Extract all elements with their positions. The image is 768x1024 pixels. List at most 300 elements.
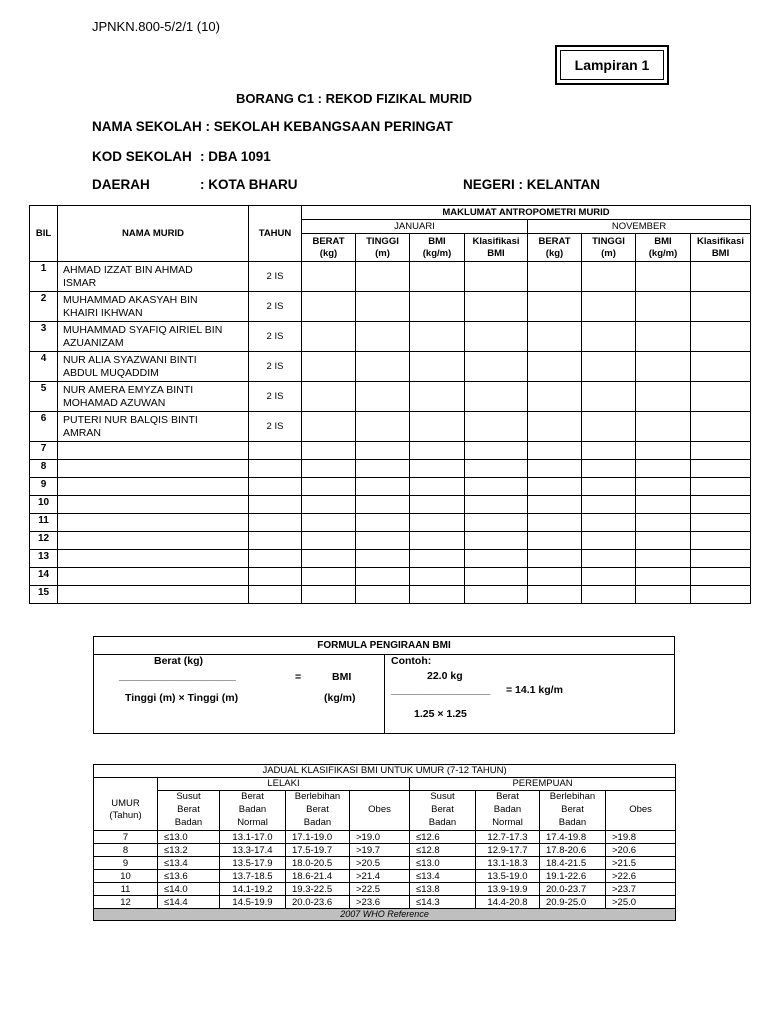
nov-sub-header-2 [636, 234, 691, 262]
row-number: 11 [30, 514, 58, 532]
nov-sub-header-1 [582, 234, 636, 262]
col-header-line: Badan [558, 817, 587, 828]
sub-header-line1: BERAT [538, 235, 571, 247]
empty-cell [582, 568, 636, 586]
sub-header-line1: Klasifikasi [697, 235, 745, 247]
sub-header-line1: BMI [428, 235, 446, 247]
empty-cell [582, 532, 636, 550]
measurement-cell [691, 412, 751, 442]
student-name-line2: AZUANIZAM [63, 336, 124, 349]
measurement-cell [582, 322, 636, 352]
formula-bmi: BMI [332, 671, 352, 683]
empty-cell [528, 442, 582, 460]
empty-cell [582, 460, 636, 478]
empty-cell [249, 586, 302, 604]
measurement-cell [528, 292, 582, 322]
lelaki-col-header-2 [286, 791, 350, 831]
empty-cell [691, 496, 751, 514]
empty-cell [691, 478, 751, 496]
measurement-cell [356, 292, 410, 322]
empty-cell [302, 568, 356, 586]
sub-header-line1: BMI [654, 235, 672, 247]
bmi-range-cell: >22.6 [606, 870, 676, 883]
bmi-range-cell: 13.3-17.4 [220, 844, 286, 857]
bmi-range-cell: ≤14.3 [410, 896, 476, 909]
empty-cell [691, 586, 751, 604]
bmi-range-cell: 13.7-18.5 [220, 870, 286, 883]
student-name-line1: AHMAD IZZAT BIN AHMAD [63, 263, 193, 276]
empty-cell [691, 514, 751, 532]
student-row [30, 292, 751, 322]
col-header-line: Berat [177, 804, 200, 815]
classification-row [94, 870, 676, 883]
state: NEGERI : KELANTAN [463, 177, 600, 192]
measurement-cell [636, 262, 691, 292]
bmi-range-cell: ≤13.0 [158, 831, 220, 844]
col-header-line [606, 817, 675, 830]
col-header-line [606, 791, 675, 804]
empty-cell [636, 496, 691, 514]
measurement-cell [636, 292, 691, 322]
row-number: 13 [30, 550, 58, 568]
empty-cell [249, 442, 302, 460]
col-header-line: Berat [431, 804, 454, 815]
student-name [58, 262, 249, 292]
bmi-range-cell: ≤14.4 [158, 896, 220, 909]
empty-cell [410, 568, 465, 586]
bmi-range-cell: ≤13.0 [410, 857, 476, 870]
empty-cell [302, 442, 356, 460]
umur-spacer [94, 778, 158, 791]
empty-cell [302, 586, 356, 604]
empty-cell [249, 496, 302, 514]
empty-cell [582, 550, 636, 568]
empty-cell [582, 478, 636, 496]
classification-row [94, 844, 676, 857]
measurement-cell [410, 382, 465, 412]
bmi-range-cell: >20.6 [606, 844, 676, 857]
jan-sub-header-2 [410, 234, 465, 262]
example-numerator: 22.0 kg [427, 670, 463, 682]
measurement-cell [410, 412, 465, 442]
student-name-line2: AMRAN [63, 426, 101, 439]
empty-cell [356, 550, 410, 568]
empty-cell [465, 442, 528, 460]
student-name [58, 412, 249, 442]
empty-cell [410, 442, 465, 460]
empty-cell [528, 514, 582, 532]
age-cell: 9 [94, 857, 158, 870]
empty-cell [249, 532, 302, 550]
bmi-range-cell: >19.7 [350, 844, 410, 857]
empty-cell [528, 586, 582, 604]
perempuan-col-header-3 [606, 791, 676, 831]
student-tahun: 2 IS [249, 412, 302, 442]
perempuan-col-header-1 [476, 791, 540, 831]
jan-sub-header-0 [302, 234, 356, 262]
measurement-cell [465, 292, 528, 322]
empty-cell [356, 442, 410, 460]
bmi-range-cell: >25.0 [606, 896, 676, 909]
col-header-line: Susut [430, 791, 455, 802]
col-bil-header: BIL [30, 206, 58, 262]
lelaki-header: LELAKI [158, 778, 410, 791]
bmi-range-cell: 17.4-19.8 [540, 831, 606, 844]
empty-row [30, 478, 751, 496]
bmi-range-cell: 13.9-19.9 [476, 883, 540, 896]
sub-header-line2: (m) [375, 247, 390, 259]
student-name [58, 382, 249, 412]
student-row [30, 352, 751, 382]
row-number: 15 [30, 586, 58, 604]
bmi-classification-table [93, 764, 676, 921]
empty-cell [636, 478, 691, 496]
bmi-range-cell: ≤12.8 [410, 844, 476, 857]
jan-sub-header-3 [465, 234, 528, 262]
student-name-line1: MUHAMMAD AKASYAH BIN [63, 293, 198, 306]
empty-cell [410, 586, 465, 604]
sub-header-line2: (kg/m) [422, 247, 452, 259]
district-value: : KOTA BHARU [200, 177, 298, 192]
bmi-range-cell: 19.3-22.5 [286, 883, 350, 896]
row-number: 7 [30, 442, 58, 460]
measurement-cell [636, 322, 691, 352]
measurement-cell [582, 382, 636, 412]
empty-cell [410, 550, 465, 568]
row-number: 9 [30, 478, 58, 496]
empty-row [30, 496, 751, 514]
sub-header-line2: (kg) [545, 247, 564, 259]
empty-cell [356, 532, 410, 550]
age-cell: 7 [94, 831, 158, 844]
col-header-line: Normal [237, 817, 268, 828]
empty-cell [356, 568, 410, 586]
bmi-range-cell: 17.8-20.6 [540, 844, 606, 857]
empty-cell [249, 478, 302, 496]
measurement-cell [582, 292, 636, 322]
bmi-range-cell: 14.5-19.9 [220, 896, 286, 909]
empty-cell [465, 478, 528, 496]
measurement-cell [691, 262, 751, 292]
empty-cell [582, 514, 636, 532]
formula-numerator: Berat (kg) [154, 655, 204, 667]
sub-header-line2: (kg) [319, 247, 338, 259]
bmi-range-cell: 18.6-21.4 [286, 870, 350, 883]
empty-cell [410, 496, 465, 514]
school-name: NAMA SEKOLAH : SEKOLAH KEBANGSAAN PERINGAT [92, 119, 453, 134]
bmi-range-cell: 20.0-23.7 [540, 883, 606, 896]
district-label: DAERAH [92, 177, 150, 192]
bmi-range-cell: 18.4-21.5 [540, 857, 606, 870]
bmi-range-cell: 20.9-25.0 [540, 896, 606, 909]
bmi-range-cell: 17.1-19.0 [286, 831, 350, 844]
empty-cell [58, 550, 249, 568]
empty-cell [465, 514, 528, 532]
formula-denominator: Tinggi (m) × Tinggi (m) [125, 692, 239, 704]
student-row [30, 412, 751, 442]
measurement-cell [636, 352, 691, 382]
january-header: JANUARI [302, 220, 528, 234]
student-name-line2: ISMAR [63, 276, 97, 289]
empty-cell [582, 442, 636, 460]
measurement-cell [356, 382, 410, 412]
empty-cell [528, 478, 582, 496]
empty-cell [465, 460, 528, 478]
bmi-range-cell: 18.0-20.5 [286, 857, 350, 870]
measurement-cell [691, 322, 751, 352]
perempuan-col-header-0 [410, 791, 476, 831]
bmi-range-cell: 14.4-20.8 [476, 896, 540, 909]
classification-row [94, 831, 676, 844]
col-header-line [350, 817, 409, 830]
empty-cell [356, 478, 410, 496]
col-header-line: Badan [428, 817, 457, 828]
student-name-line2: ABDUL MUQADDIM [63, 366, 159, 379]
empty-cell [58, 496, 249, 514]
umur-header [94, 791, 158, 831]
classification-row [94, 896, 676, 909]
bmi-range-cell: >20.5 [350, 857, 410, 870]
sub-header-line1: Klasifikasi [472, 235, 520, 247]
empty-cell [465, 568, 528, 586]
sub-header-line2: (m) [601, 247, 616, 259]
measurement-cell [465, 322, 528, 352]
student-name [58, 352, 249, 382]
bmi-range-cell: ≤14.0 [158, 883, 220, 896]
row-number: 6 [30, 412, 58, 442]
student-rows [30, 262, 751, 604]
student-tahun: 2 IS [249, 322, 302, 352]
empty-cell [465, 586, 528, 604]
row-number: 12 [30, 532, 58, 550]
lampiran-box [555, 45, 669, 85]
empty-row [30, 586, 751, 604]
measurement-cell [582, 352, 636, 382]
col-header-line: Berat [241, 791, 264, 802]
bmi-range-cell: 20.0-23.6 [286, 896, 350, 909]
empty-cell [249, 514, 302, 532]
formula-unit: (kg/m) [324, 692, 356, 704]
measurement-cell [356, 322, 410, 352]
col-header-line: Berlebihan [549, 791, 596, 802]
reference-code: JPNKN.800-5/2/1 (10) [92, 19, 220, 34]
bmi-range-cell: ≤13.8 [410, 883, 476, 896]
empty-cell [58, 442, 249, 460]
bmi-formula-box [93, 636, 675, 734]
measurement-cell [465, 412, 528, 442]
school-code-label: KOD SEKOLAH [92, 149, 192, 164]
empty-cell [465, 496, 528, 514]
empty-cell [249, 568, 302, 586]
row-number: 3 [30, 322, 58, 352]
lelaki-col-header-0 [158, 791, 220, 831]
bmi-range-cell: 13.1-17.0 [220, 831, 286, 844]
empty-cell [302, 496, 356, 514]
measurement-cell [302, 382, 356, 412]
sub-header-line2: BMI [711, 247, 730, 259]
empty-cell [410, 532, 465, 550]
school-code-value: : DBA 1091 [200, 149, 271, 164]
empty-row [30, 442, 751, 460]
empty-cell [58, 568, 249, 586]
bmi-range-cell: 17.5-19.7 [286, 844, 350, 857]
empty-cell [636, 586, 691, 604]
empty-cell [636, 442, 691, 460]
age-cell: 11 [94, 883, 158, 896]
empty-cell [582, 496, 636, 514]
measurement-cell [465, 262, 528, 292]
bmi-range-cell: 12.9-17.7 [476, 844, 540, 857]
jan-sub-header-1 [356, 234, 410, 262]
empty-cell [465, 550, 528, 568]
empty-cell [356, 586, 410, 604]
november-header: NOVEMBER [528, 220, 751, 234]
classification-row [94, 883, 676, 896]
umur-line1: UMUR [111, 798, 140, 810]
bmi-range-cell: ≤13.2 [158, 844, 220, 857]
example-label: Contoh: [391, 655, 432, 667]
measurement-cell [582, 412, 636, 442]
empty-cell [582, 586, 636, 604]
anthropometry-group-header: MAKLUMAT ANTROPOMETRI MURID [302, 206, 751, 220]
lampiran-label: Lampiran 1 [560, 50, 664, 80]
empty-cell [528, 532, 582, 550]
col-header-line: Badan [174, 817, 203, 828]
measurement-cell [528, 412, 582, 442]
col-tahun-header: TAHUN [249, 206, 302, 262]
empty-cell [691, 460, 751, 478]
classification-title: JADUAL KLASIFIKASI BMI UNTUK UMUR (7-12 TAHUN) [94, 765, 676, 778]
student-name-line1: PUTERI NUR BALQIS BINTI [63, 413, 198, 426]
sub-header-line1: TINGGI [366, 235, 399, 247]
bmi-range-cell: ≤12.6 [410, 831, 476, 844]
col-header-line: Badan [238, 804, 267, 815]
student-name-line2: KHAIRI IKHWAN [63, 306, 143, 319]
student-name [58, 322, 249, 352]
empty-row [30, 532, 751, 550]
bmi-range-cell: ≤13.4 [410, 870, 476, 883]
measurement-cell [528, 262, 582, 292]
empty-cell [691, 550, 751, 568]
bmi-range-cell: 19.1-22.6 [540, 870, 606, 883]
empty-cell [58, 532, 249, 550]
empty-row [30, 550, 751, 568]
student-record-table [29, 205, 751, 604]
bmi-range-cell: >23.6 [350, 896, 410, 909]
measurement-cell [465, 352, 528, 382]
col-name-header: NAMA MURID [58, 206, 249, 262]
formula-line: ____________________ [119, 670, 236, 682]
age-cell: 12 [94, 896, 158, 909]
student-tahun: 2 IS [249, 262, 302, 292]
bmi-range-cell: >21.4 [350, 870, 410, 883]
lelaki-col-header-1 [220, 791, 286, 831]
measurement-cell [691, 292, 751, 322]
col-header-line: Berat [306, 804, 329, 815]
empty-cell [356, 496, 410, 514]
age-cell: 10 [94, 870, 158, 883]
bmi-range-cell: >23.7 [606, 883, 676, 896]
nov-sub-header-0 [528, 234, 582, 262]
perempuan-header: PEREMPUAN [410, 778, 676, 791]
measurement-cell [636, 412, 691, 442]
measurement-cell [302, 412, 356, 442]
measurement-cell [302, 292, 356, 322]
student-row [30, 262, 751, 292]
measurement-cell [302, 262, 356, 292]
bmi-range-cell: >22.5 [350, 883, 410, 896]
empty-row [30, 460, 751, 478]
measurement-cell [582, 262, 636, 292]
measurement-cell [302, 322, 356, 352]
empty-cell [636, 460, 691, 478]
empty-cell [356, 460, 410, 478]
measurement-cell [528, 352, 582, 382]
sub-header-line1: BERAT [312, 235, 345, 247]
formula-equals: = [295, 671, 302, 683]
row-number: 14 [30, 568, 58, 586]
row-number: 8 [30, 460, 58, 478]
empty-cell [528, 550, 582, 568]
nov-sub-header-3 [691, 234, 751, 262]
row-number: 5 [30, 382, 58, 412]
empty-cell [302, 514, 356, 532]
bmi-range-cell: 13.5-17.9 [220, 857, 286, 870]
measurement-cell [356, 412, 410, 442]
bmi-range-cell: ≤13.6 [158, 870, 220, 883]
measurement-cell [465, 382, 528, 412]
empty-cell [58, 460, 249, 478]
example-denominator: 1.25 × 1.25 [414, 708, 467, 720]
empty-row [30, 568, 751, 586]
col-header-line: Badan [303, 817, 332, 828]
empty-cell [410, 478, 465, 496]
empty-cell [528, 568, 582, 586]
student-tahun: 2 IS [249, 352, 302, 382]
empty-cell [691, 532, 751, 550]
measurement-cell [410, 322, 465, 352]
bmi-range-cell: 13.5-19.0 [476, 870, 540, 883]
row-number: 1 [30, 262, 58, 292]
measurement-cell [410, 262, 465, 292]
classification-rows [94, 831, 676, 909]
umur-line2: (Tahun) [109, 810, 142, 822]
measurement-cell [302, 352, 356, 382]
col-header-line: Susut [176, 791, 201, 802]
who-reference-footer: 2007 WHO Reference [94, 909, 676, 921]
sub-header-line2: BMI [487, 247, 505, 259]
sub-header-line1: TINGGI [592, 235, 625, 247]
empty-cell [302, 550, 356, 568]
student-row [30, 322, 751, 352]
row-number: 2 [30, 292, 58, 322]
measurement-cell [691, 382, 751, 412]
form-title: BORANG C1 : REKOD FIZIKAL MURID [236, 91, 472, 106]
empty-cell [465, 532, 528, 550]
empty-cell [302, 478, 356, 496]
classification-row [94, 857, 676, 870]
bmi-range-cell: 13.1-18.3 [476, 857, 540, 870]
empty-cell [302, 460, 356, 478]
age-cell: 8 [94, 844, 158, 857]
col-header-line: Obes [629, 804, 652, 815]
col-header-line: Badan [493, 804, 522, 815]
col-header-line: Berlebihan [294, 791, 341, 802]
student-tahun: 2 IS [249, 292, 302, 322]
empty-cell [691, 442, 751, 460]
col-header-line [350, 791, 409, 804]
empty-cell [249, 550, 302, 568]
